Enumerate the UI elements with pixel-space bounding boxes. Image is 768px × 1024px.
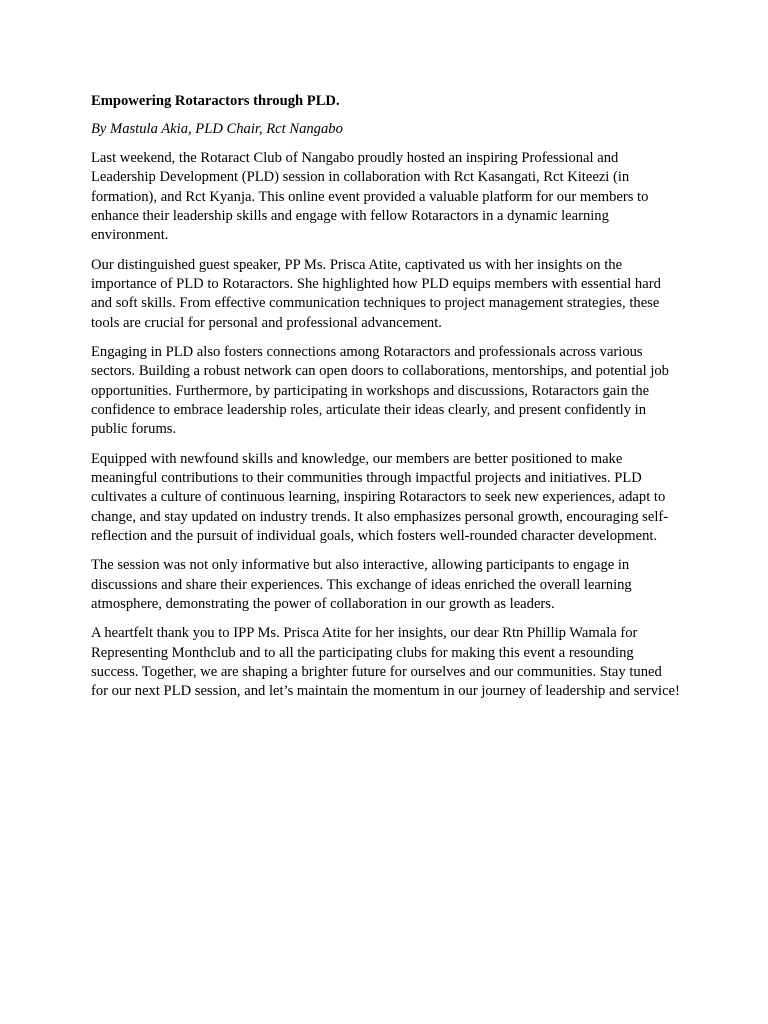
article-title: Empowering Rotaractors through PLD.	[91, 93, 340, 109]
article-paragraph: A heartfelt thank you to IPP Ms. Prisca Atite for her insights, our dear Rtn Phillip Wamala for Representing Monthclub and to all the participating clubs for making this event a resounding success. Together, we are shaping a brighter future for ourselves and our communities. Stay tuned for our next PLD session, and let’s maintain the momentum in our journey of leadership and service!	[91, 625, 680, 700]
article-paragraph: Equipped with newfound skills and knowledge, our members are better positioned to make meaningful contributions to their communities through impactful projects and initiatives. PLD cultivates a culture of continuous learning, inspiring Rotaractors to seek new experiences, adapt to change, and stay updated on industry trends. It also emphasizes personal growth, encouraging self-reflection and the pursuit of individual goals, which fosters well-rounded character development.	[91, 450, 669, 545]
article-paragraph: The session was not only informative but also interactive, allowing participants to engage in discussions and share their experiences. This exchange of ideas enriched the overall learning atmosphere, demonstrating the power of collaboration in our growth as leaders.	[91, 557, 632, 613]
article-byline: By Mastula Akia, PLD Chair, Rct Nangabo	[91, 121, 343, 138]
article-paragraph: Our distinguished guest speaker, PP Ms. Prisca Atite, captivated us with her insights on the importance of PLD to Rotaractors. She highlighted how PLD equips members with essential hard and soft skills. From effective communication techniques to project management strategies, these tools are crucial for personal and professional advancement.	[91, 256, 661, 331]
document-page	[91, 92, 681, 712]
article-paragraph: Engaging in PLD also fosters connections among Rotaractors and professionals across various sectors. Building a robust network can open doors to collaborations, mentorships, and potential job opportunities. Furthermore, by participating in workshops and discussions, Rotaractors gain the confidence to embrace leadership roles, articulate their ideas clearly, and present confidently in public forums.	[91, 343, 669, 438]
article-paragraph: Last weekend, the Rotaract Club of Nangabo proudly hosted an inspiring Professional and Leadership Development (PLD) session in collaboration with Rct Kasangati, Rct Kiteezi (in formation), and Rct Kyanja. This online event provided a valuable platform for our members to enhance their leadership skills and engage with fellow Rotaractors in a dynamic learning environment.	[91, 149, 649, 244]
